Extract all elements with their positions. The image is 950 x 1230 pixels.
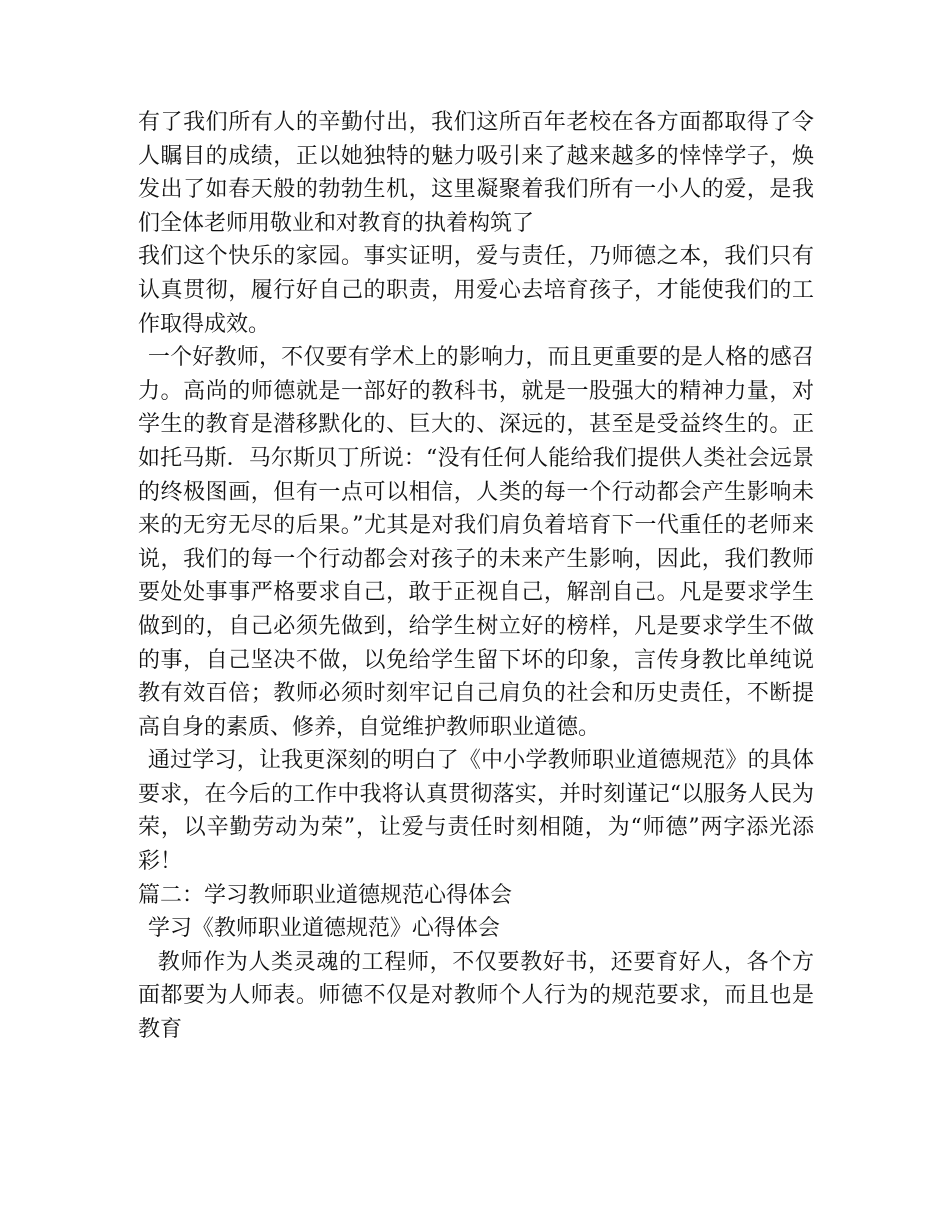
paragraph-2: 我们这个快乐的家园。事实证明，爱与责任，乃师德之本，我们只有认真贯彻，履行好自己的职责，用爱心去培育孩子，才能使我们的工作取得成效。: [138, 244, 814, 337]
document-body: [138, 106, 814, 1047]
section-heading: 篇二：学习教师职业道德规范心得体会: [138, 882, 513, 908]
paragraph-4: 通过学习，让我更深刻的明白了《中小学教师职业道德规范》的具体要求，在今后的工作中我将认真贯彻落实，并时刻谨记“以服务人民为荣，以辛勤劳动为荣”，让爱与责任时刻相随，为“师德”两字添光添彩！: [138, 748, 814, 875]
paragraph-1: 有了我们所有人的辛勤付出，我们这所百年老校在各方面都取得了令人瞩目的成绩，正以她独特的魅力吸引来了越来越多的悻悻学子，焕发出了如春天般的勃勃生机，这里凝聚着我们所有一小人的爱，是我们全体老师用敬业和对教育的执着构筑了: [138, 110, 814, 236]
paragraph-3: 一个好教师，不仅要有学术上的影响力，而且更重要的是人格的感召力。高尚的师德就是一部好的教科书，就是一股强大的精神力量，对学生的教育是潜移默化的、巨大的、深远的，甚至是受益终生的。正如托马斯．马尔斯贝丁所说：“没有任何人能给我们提供人类社会远景的终极图画，但有一点可以相信，人类的每一个行动都会产生影响未来的无穷无尽的后果。”尤其是对我们肩负着培育下一代重任的老师来说，我们的每一个行动都会对孩子的未来产生影响，因此，我们教师要处处事事严格要求自己，敢于正视自己，解剖自己。凡是要求学生做到的，自己必须先做到，给学生树立好的榜样，凡是要求学生不做的事，自己坚决不做，以免给学生留下坏的印象，言传身教比单纯说教有效百倍；教师必须时刻牢记自己肩负的社会和历史责任，不断提高自身的素质、修养，自觉维护教师职业道德。: [138, 345, 814, 740]
paragraph-5: 教师作为人类灵魂的工程师，不仅要教好书，还要育好人，各个方面都要为人师表。师德不仅是对教师个人行为的规范要求，而且也是教育: [138, 949, 814, 1043]
section-subtitle: 学习《教师职业道德规范》心得体会: [147, 916, 500, 942]
